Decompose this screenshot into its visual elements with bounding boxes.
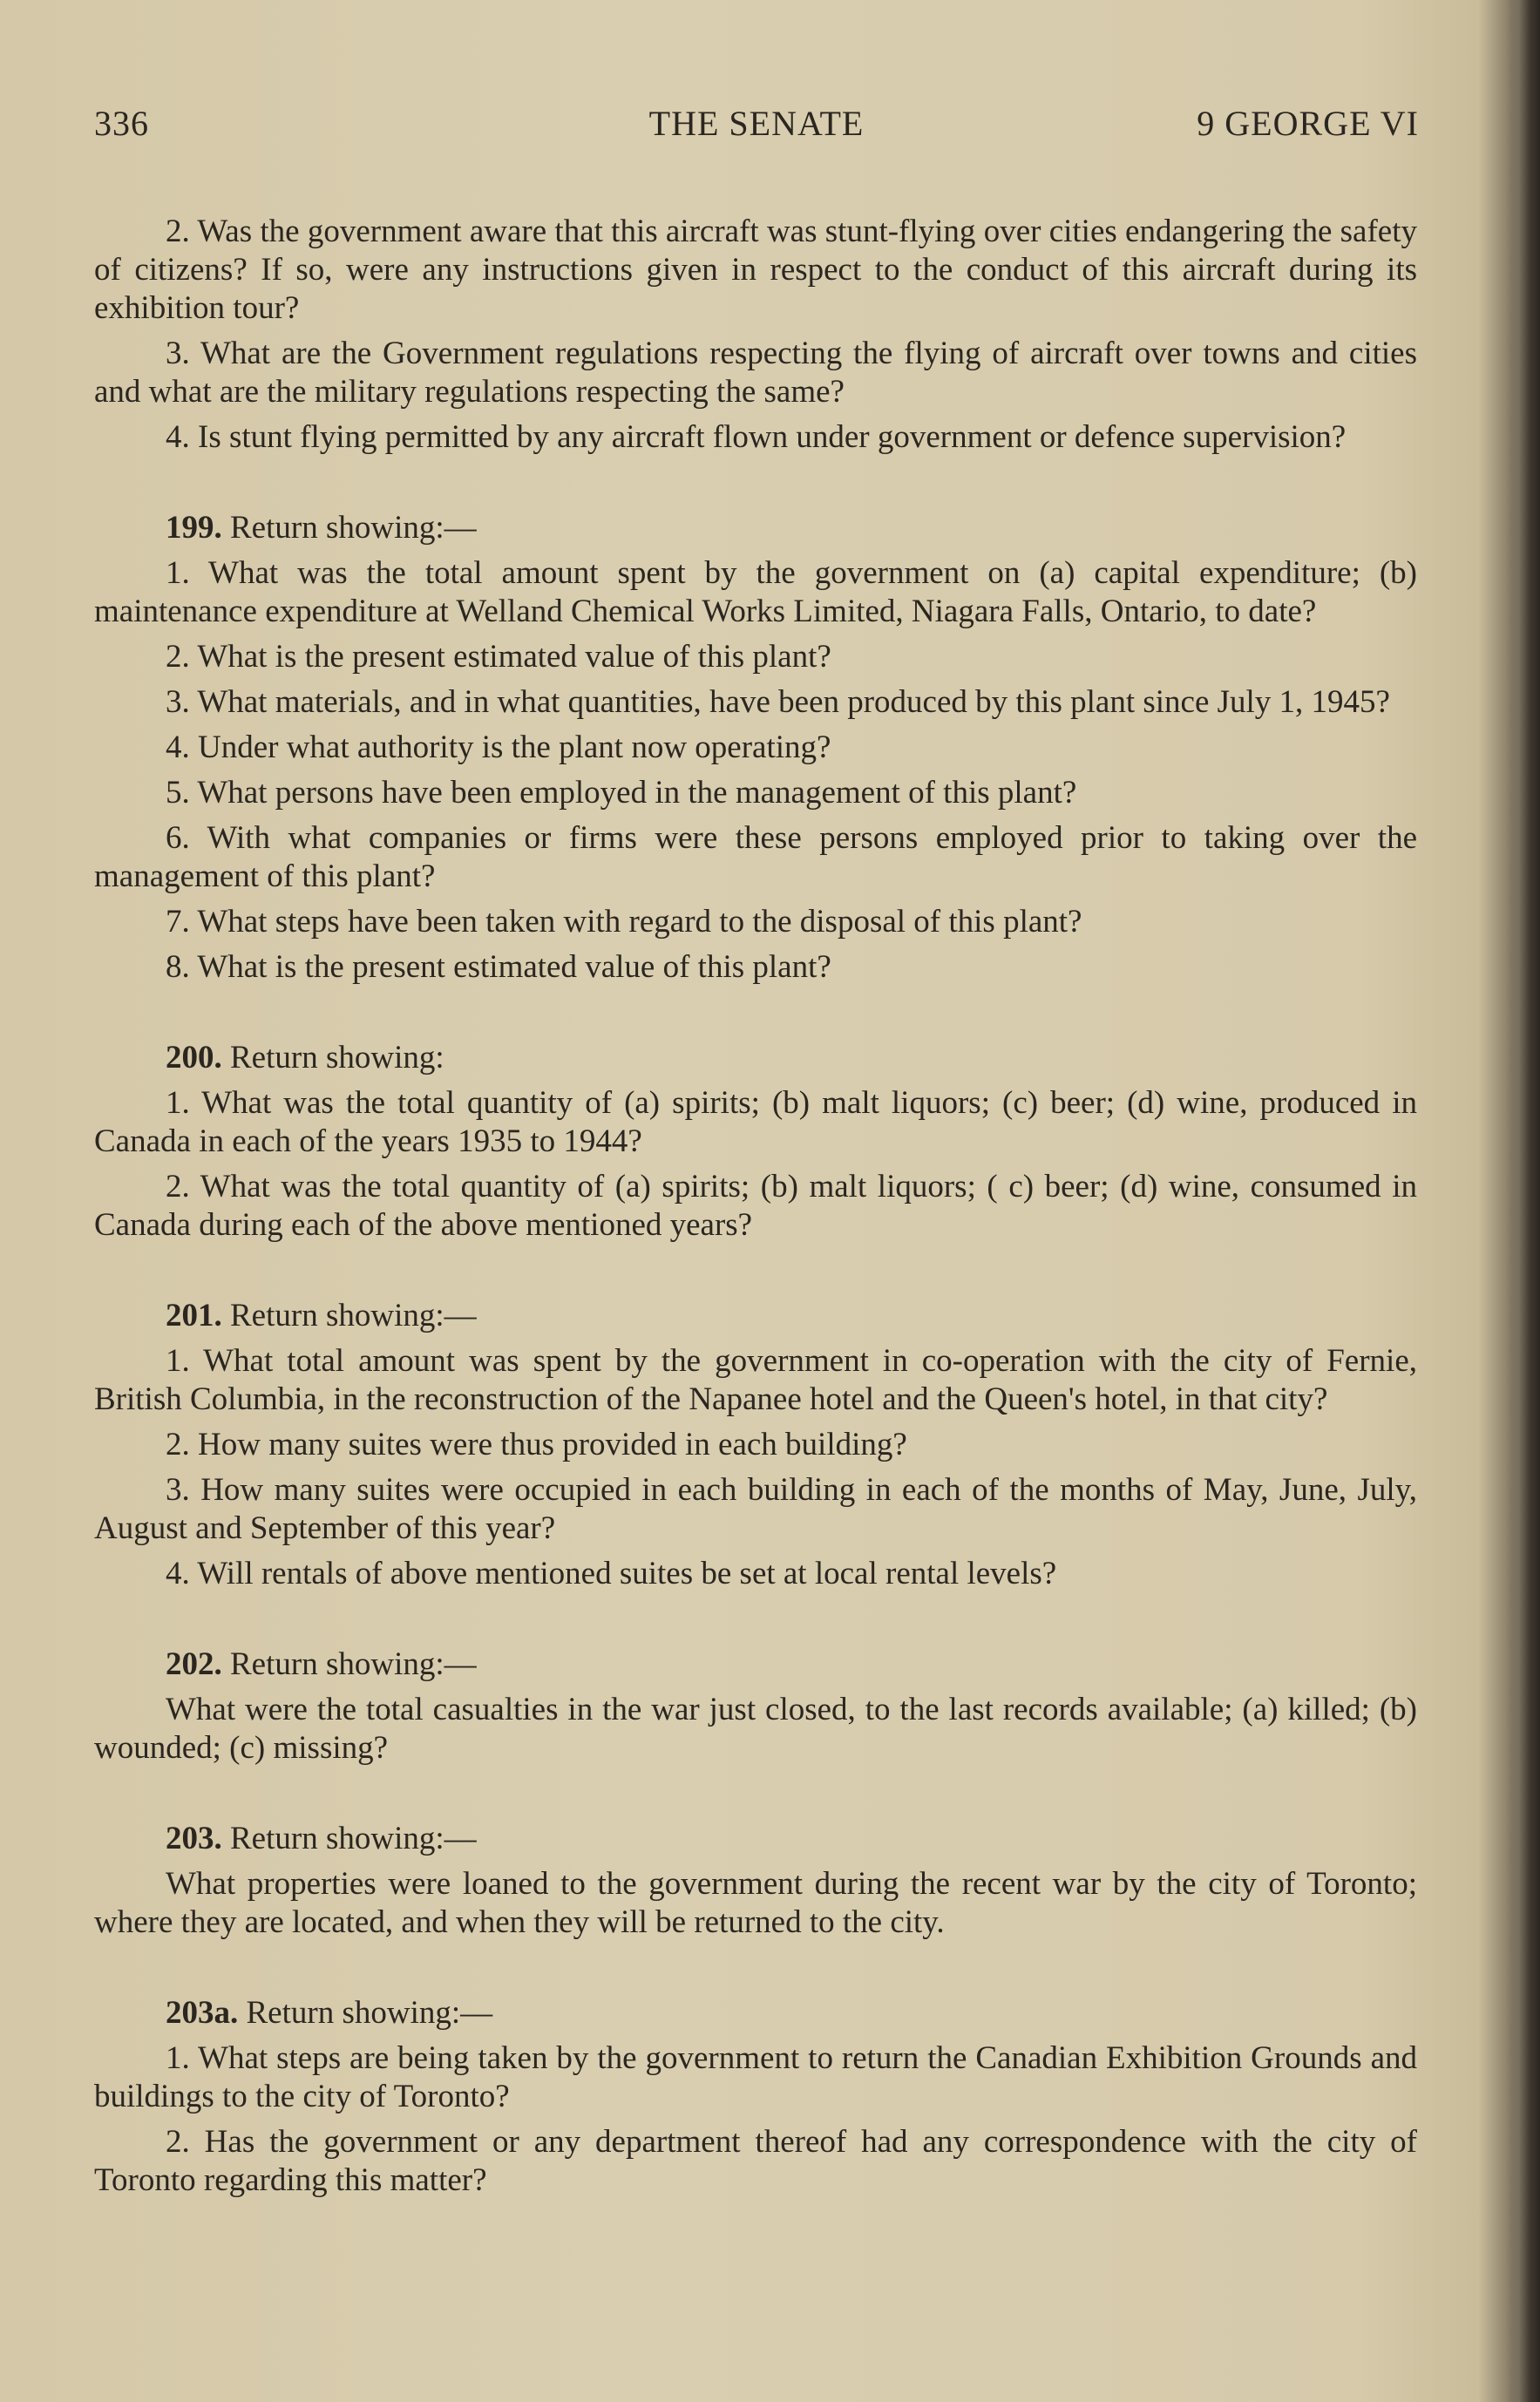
return-item-203a <box>94 1994 1417 2200</box>
question: 1. What was the total quantity of (a) spirits; (b) malt liquors; (c) beer; (d) wine, produced in Canada in each of the years 1935 to 1944? <box>94 1085 1417 1159</box>
question: 6. With what companies or firms were these persons employed prior to taking over the management of this plant? <box>94 820 1417 894</box>
question: 4. Under what authority is the plant now operating? <box>166 729 831 765</box>
question: 1. What total amount was spent by the government in co-operation with the city of Fernie, British Columbia, in the reconstruction of the Napanee hotel and the Queen's hotel, in that city? <box>94 1343 1417 1417</box>
return-item-201 <box>94 1297 1417 1593</box>
item-heading: Return showing:— <box>230 1646 477 1682</box>
question: 3. What are the Government regulations respecting the flying of aircraft over towns and cities and what are the military regulations respecting the same? <box>94 336 1417 410</box>
page-number: 336 <box>94 104 149 143</box>
item-heading: Return showing:— <box>230 1298 477 1333</box>
question: 2. What is the present estimated value of this plant? <box>166 639 831 675</box>
item-heading: Return showing:— <box>246 1995 493 2031</box>
question: 1. What was the total amount spent by the government on (a) capital expenditure; (b) maintenance expenditure at Welland Chemical Works Limited, Niagara Falls, Ontario, to date? <box>94 555 1417 629</box>
regnal-year: 9 GEORGE VI <box>1197 104 1419 143</box>
question: 2. How many suites were thus provided in each building? <box>166 1427 907 1462</box>
question: What properties were loaned to the government during the recent war by the city of Toronto; where they are located, and when they will be returned to the city. <box>94 1866 1417 1940</box>
item-heading: Return showing:— <box>230 510 477 546</box>
question: 3. How many suites were occupied in each building in each of the months of May, June, July, August and September of this year? <box>94 1472 1417 1546</box>
return-item-202 <box>94 1645 1417 1768</box>
question: 1. What steps are being taken by the government to return the Canadian Exhibition Grounds and buildings to the city of Toronto? <box>94 2040 1417 2114</box>
book-spine-shadow <box>1507 0 1540 2402</box>
question: What were the total casualties in the war just closed, to the last records available; (a) killed; (b) wounded; (c) missing? <box>94 1692 1417 1766</box>
item-number: 203a. <box>166 1995 239 2031</box>
page-body <box>94 213 1417 2207</box>
item-number: 202. <box>166 1646 222 1682</box>
item-number: 200. <box>166 1040 222 1075</box>
question: 4. Will rentals of above mentioned suites be set at local rental levels? <box>166 1556 1057 1591</box>
running-title: THE SENATE <box>648 104 865 143</box>
return-item-199 <box>94 509 1417 987</box>
question: 4. Is stunt flying permitted by any aircraft flown under government or defence supervision? <box>166 419 1347 455</box>
item-heading: Return showing: <box>230 1040 444 1075</box>
question: 3. What materials, and in what quantities, have been produced by this plant since July 1, 1945? <box>166 684 1390 720</box>
question: 7. What steps have been taken with regard to the disposal of this plant? <box>166 904 1082 940</box>
item-heading: Return showing:— <box>230 1821 477 1856</box>
return-item-203 <box>94 1820 1417 1942</box>
return-item-200 <box>94 1039 1417 1245</box>
question: 5. What persons have been employed in the management of this plant? <box>166 775 1077 811</box>
running-header <box>94 103 1419 146</box>
question: 2. Has the government or any department thereof had any correspondence with the city of Toronto regarding this matter? <box>94 2124 1417 2198</box>
question: 8. What is the present estimated value of this plant? <box>166 949 831 985</box>
question: 2. Was the government aware that this aircraft was stunt-flying over cities endangering the safety of citizens? If so, were any instructions given in respect to the conduct of this aircraft during its exhibition tour? <box>94 214 1417 326</box>
continued-item <box>94 213 1417 457</box>
item-number: 199. <box>166 510 222 546</box>
item-number: 203. <box>166 1821 222 1856</box>
question: 2. What was the total quantity of (a) spirits; (b) malt liquors; ( c) beer; (d) wine, consumed in Canada during each of the above mentioned years? <box>94 1169 1417 1243</box>
item-number: 201. <box>166 1298 222 1333</box>
